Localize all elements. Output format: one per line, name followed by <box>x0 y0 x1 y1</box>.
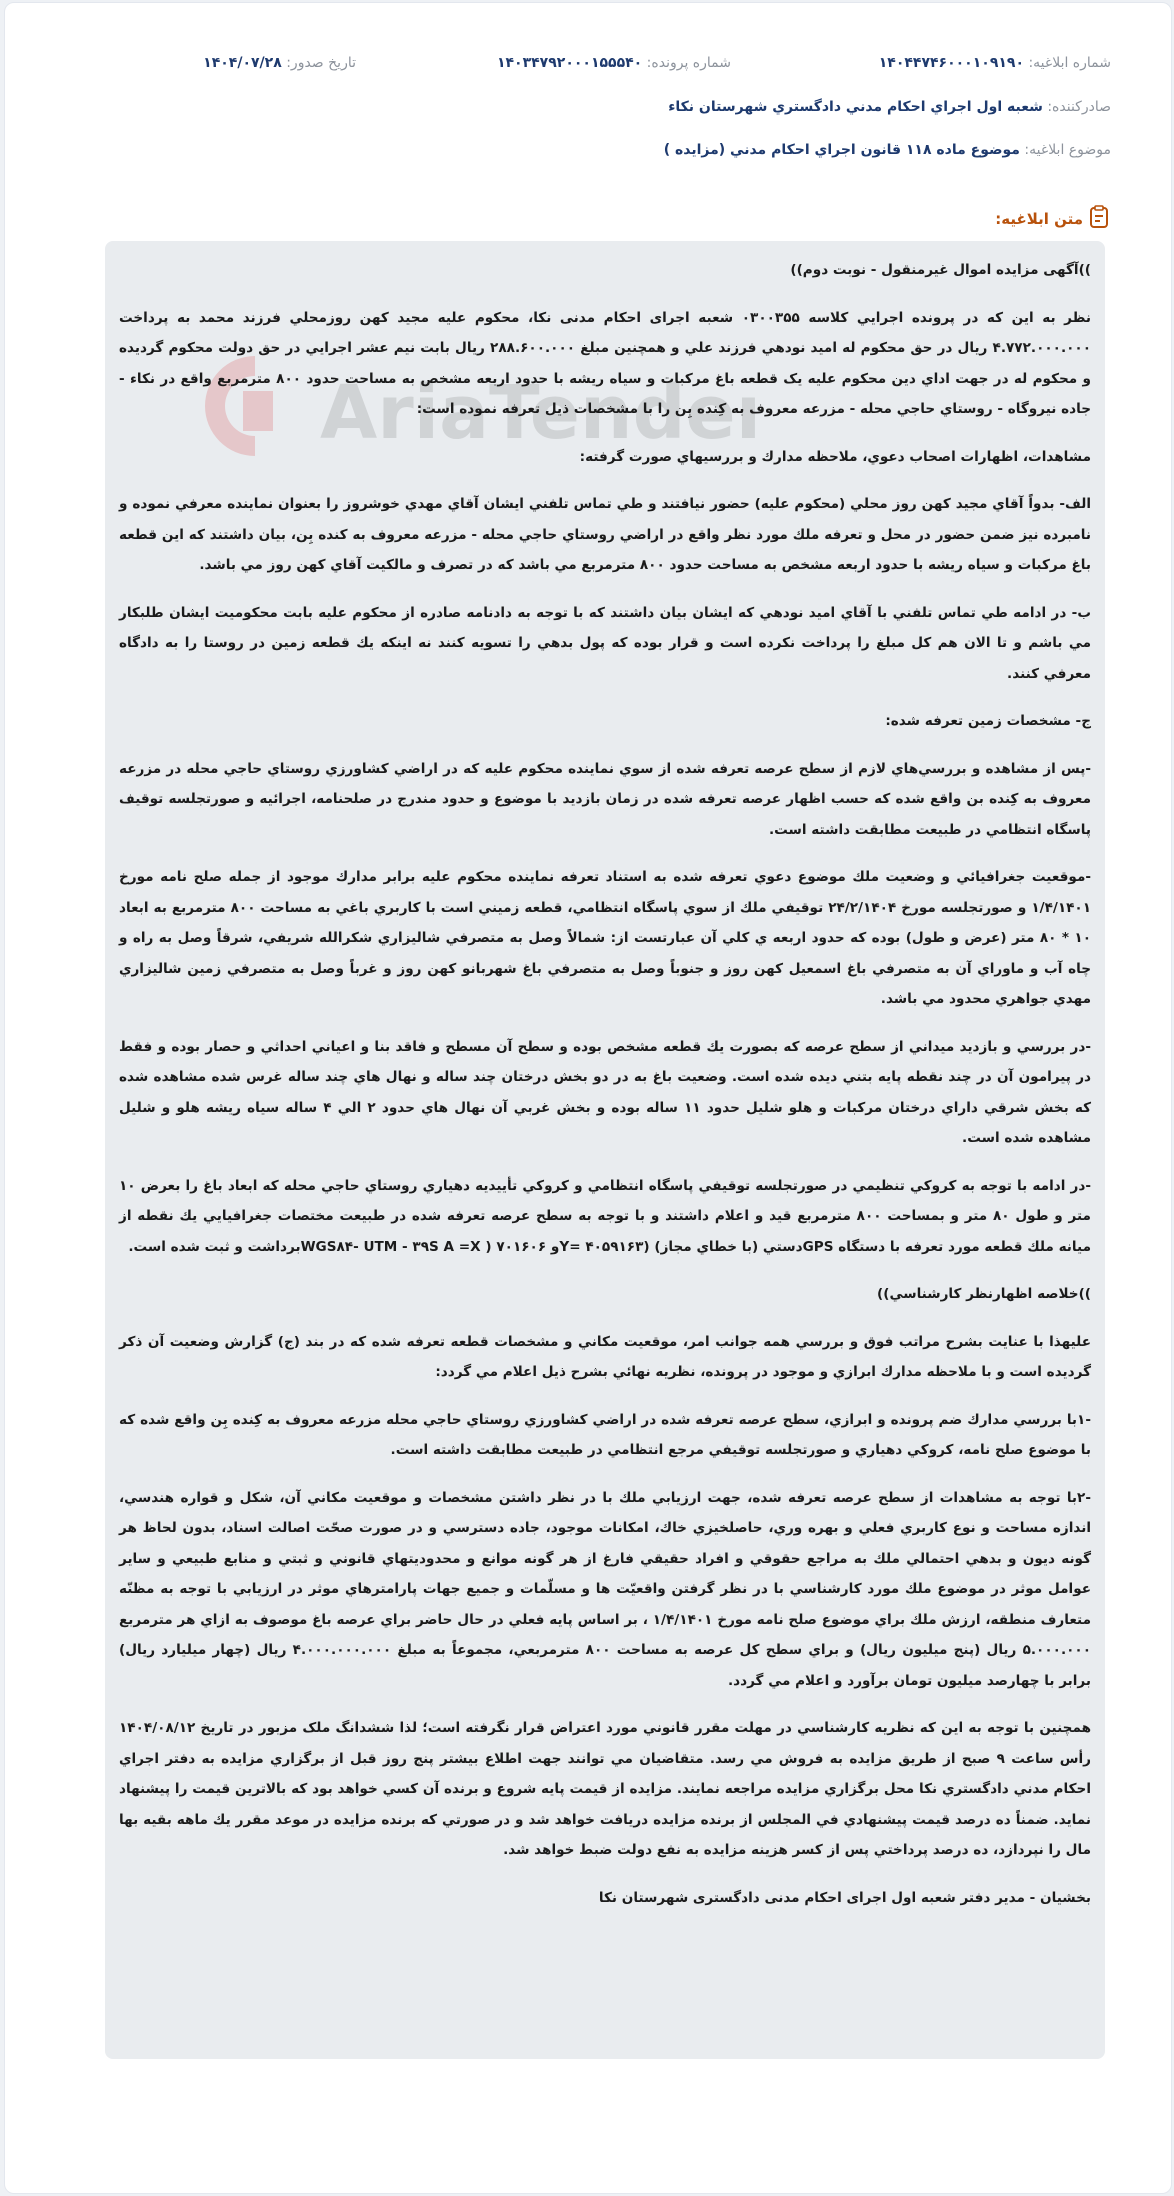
section-title: متن ابلاغیه: <box>995 210 1083 228</box>
notice-paragraph: -در بررسي و بازديد ميداني از سطح عرصه كه بصورت يك قطعه مشخص بوده و سطح آن مسطح و فاقد بنا و اعياني احداثي و حصار بوده و فقط در پيرامون آن در چند نقطه پايه بتني ديده شده است. وضعيت باغ به در دو بخش درختان چند ساله و نهال هاي چند ساله غرس شده مشاهده شده كه بخش شرقي داراي درختان مركبات و هلو شليل حدود ۱۱ ساله بوده و بخش غربي آن نهال هاي حدود ۲ الي ۴ ساله سياه ريشه هلو و شليل مشاهده شده است. <box>119 1038 1092 1146</box>
notice-text <box>119 255 1091 1930</box>
notice-paragraph: ))آگهی مزایده اموال غیرمنقول - نوبت دوم)) <box>790 262 1091 278</box>
subject-value: موضوع ماده ۱۱۸ قانون اجراي احكام مدني (مزايده ) <box>663 142 1020 158</box>
notice-paragraph: -در ادامه با توجه به كروكي تنظيمي در صورتجلسه توقيفي پاسگاه انتظامي و كروكي تأييديه دهياري روستاي حاجي محله كه ابعاد باغ را بعرض ۱۰ متر و طول ۸۰ متر و بمساحت ۸۰۰ مترمربع قيد و اعلام داشتند و با توجه به سطح عرصه تعرفه شده در طبيعت مختصات جغرافيايي يك نقطه از ميانه ملك قطعه مورد تعرفه با دستگاه GPSدستي (با خطاي مجاز) (۴۰۵۹۱۶۳ =Yو ۷۰۱۶۰۶ ( WGS۸۴- UTM - ۳۹S A =Xبرداشت و ثبت شده است. <box>119 1177 1091 1255</box>
issue-date-value: ۱۴۰۴/۰۷/۲۸ <box>203 55 282 71</box>
notice-body <box>105 241 1105 2059</box>
section-header <box>995 205 1109 233</box>
notice-number-label: شماره ابلاغیه: <box>1028 55 1111 71</box>
notice-paragraph: -۱با بررسي مدارك ضم پرونده و ابرازي، سطح عرصه تعرفه شده در اراضي كشاورزي روستاي حاجي محله مزرعه معروف به کِنده بِن واقع شده كه با موضوع صلح نامه، كروكي دهياري و صورتجلسه توقيفي مرجع انتظامي در طبيعت مطابقت داشته است. <box>119 1411 1091 1458</box>
notice-card <box>4 2 1172 2194</box>
notice-paragraph: عليهذا با عنايت بشرح مراتب فوق و بررسي همه جوانب امر، موقعيت مكاني و مشخصات قطعه تعرفه شده كه در بند (ج) گزارش وضعيت آن ذكر گرديده است و با ملاحظه مدارك ابرازي و موجود در پرونده، نظريه نهائي بشرح ذيل اعلام مي گردد: <box>119 1333 1091 1380</box>
notice-paragraph: نظر به اين که در پرونده اجرايي كلاسه ۰۳۰۰۳۵۵ شعبه اجرای احکام مدنی نکا، محكوم عليه مجيد كهن روزمحلي فرزند محمد به پرداخت ۴.۷۷۲.۰۰۰.۰۰۰ ريال در حق محكوم له اميد نودهي فرزند علي و همچنین مبلغ ۲۸۸.۶۰۰.۰۰۰ ريال بابت نيم عشر اجرايي در حق دولت محكوم گرديده و محكوم له در جهت اداي دين محکوم علیه یک قطعه باغ مرکبات و سیاه ریشه با حدود اربعه مشخص به مساحت حدود ۸۰۰ مترمربع واقع در نکاء - جاده نيروگاه - روستاي حاجي محله - مزرعه معروف به کِنده بِن را با مشخصات ذیل تعرفه نموده است: <box>119 309 1092 417</box>
notice-paragraph: -موقعيت جغرافيائي و وضعيت ملك موضوع دعوي تعرفه شده به استناد تعرفه نماينده محكوم عليه برابر مدارك موجود از جمله صلح نامه مورخ ۱/۴/۱۴۰۱ و صورتجلسه مورخ ۲۴/۲/۱۴۰۴ توقيفي ملك از سوي پاسگاه انتظامي، قطعه زميني است با كاربري باغي به مساحت ۸۰۰ مترمربع به ابعاد ۱۰ * ۸۰ متر (عرض و طول) بوده كه حدود اربعه ي كلي آن عبارتست از: شمالاً وصل به متصرفي شاليزاري شكرالله شريفي، شرقاً وصل به راه و چاه آب و ماوراي آن به متصرفي باغ اسمعيل كهن روز و جنوباً وصل به متصرفي باغ شهربانو كهن روز و غرباً وصل به متصرفي زمين شاليزاري مهدي جواهري محدود مي باشد. <box>119 869 1092 1007</box>
notice-paragraph: بخشیان - مدير دفتر شعبه اول اجرای احکام مدنی دادگستری شهرستان نكا <box>598 1889 1091 1906</box>
notice-number-value: ۱۴۰۴۴۷۴۶۰۰۰۱۰۹۱۹۰ <box>878 55 1024 71</box>
notice-paragraph: ب- در ادامه طي تماس تلفني با آقاي اميد نودهي كه ايشان بيان داشتند كه با توجه به دادنامه صادره از محكوم عليه بابت محكوميت ايشان طلبكار مي باشم و تا الان هم كل مبلغ را پرداخت نكرده است و قرار بوده كه پول بدهي را تسويه كنند نه اينكه يك قطعه زمين در روستا را به دادگاه معرفي كنند. <box>119 604 1091 682</box>
case-number-value: ۱۴۰۳۴۷۹۲۰۰۰۱۵۵۵۴۰ <box>496 55 643 71</box>
issue-date-label: تاریخ صدور: <box>286 55 356 71</box>
case-number-label: شماره پرونده: <box>646 55 731 71</box>
subject-label: موضوع ابلاغیه: <box>1024 142 1111 158</box>
notice-paragraph: -۲با توجه به مشاهدات از سطح عرصه تعرفه شده، جهت ارزيابي ملك با در نظر داشتن مشخصات و موقعيت مكاني آن، شكل و قواره هندسي، اندازه مساحت و نوع كاربري فعلي و بهره وري، حاصلخيزي خاك، امكانات موجود، جاده دسترسي و در صورت صحّت اصالت اسناد، بدون لحاظ هر گونه ديون و بدهي احتمالي ملك به مراجع حقوقي و افراد حقيقي فارغ از هر گونه موانع و محدوديتهاي قانوني و ثبتي و منابع طبيعي و ساير عوامل موثر در موضوع ملك مورد كارشناسي با در نظر گرفتن واقعيّت ها و مسلّمات و جميع جهات پارامترهاي موثر در ارزيابي با توجه به مظنّه متعارف منطقه، ارزش ملك براي موضوع صلح نامه مورخ ۱/۴/۱۴۰۱ ، بر اساس پايه فعلي در حال حاضر براي عرصه باغ موصوف به ازاي هر مترمربع ۵.۰۰۰.۰۰۰ ريال (پنج ميليون ريال) و براي سطح كل عرصه به مساحت ۸۰۰ مترمربعي، مجموعاً به مبلغ ۴.۰۰۰.۰۰۰.۰۰۰ ريال (چهار ميليارد ريال) برابر با چهارصد ميليون تومان برآورد و اعلام مي گردد. <box>119 1489 1092 1689</box>
issuer-value: شعبه اول اجراي احكام مدني دادگستري شهرستان نكاء <box>668 99 1043 115</box>
notice-paragraph: -پس از مشاهده و بررسي‌هاي لازم از سطح عرصه تعرفه شده از سوي نماينده محكوم عليه كه در اراضي كشاورزي روستاي حاجي محله در مزرعه معروف به کِنده بن واقع شده كه حسب اظهار عرصه تعرفه شده در زمان بازديد با موضوع و حدود مندرج در صلحنامه، اجرائيه و صورتجلسه توقيف پاسگاه انتظامي در طبيعت مطابقت داشته است. <box>119 760 1091 838</box>
notice-paragraph: الف- بدواً آقاي مجيد كهن روز محلي (محكوم عليه) حضور نيافتند و طي تماس تلفني ايشان آقاي مهدي خوشروز را بعنوان نماينده معرفي نموده و نامبرده نيز ضمن حضور در محل و تعرفه ملك مورد نظر واقع در اراضي روستاي حاجي محله - مزرعه معروف به کنده بِن، بيان داشتند كه اين قطعه باغ مركبات و سياه ريشه با حدود اربعه مشخص به مساحت حدود ۸۰۰ مترمربع مي باشد كه در تصرف و مالكيت آقاي كهن روز مي باشد. <box>119 496 1091 573</box>
document-icon <box>1089 205 1109 233</box>
notice-paragraph: همچنين با توجه به اين كه نظريه كارشناسي در مهلت مقرر قانوني مورد اعتراض قرار نگرفته است؛ لذا ششدانگ ملک مزبور در تاريخ ۱۴۰۴/۰۸/۱۲ رأس ساعت ۹ صبح از طريق مزايده به فروش مي رسد. متقاضيان مي توانند جهت اطلاع بيشتر پنج روز قبل از برگزاري مزايده به دفتر اجراي احكام مدني دادگستري نكا محل برگزاري مزايده مراجعه نمايند. مزايده از قيمت پايه شروع و برنده آن كسي خواهد بود كه بالاترين قيمت را پيشنهاد نمايد. ضمناً ده درصد قيمت پيشنهادي في المجلس از برنده مزايده دريافت خواهد شد و در صورتي كه برنده مزايده در موعد مقرر يك ماهه بقيه بها مال را نپردازد، ده درصد پرداختي پس از كسر هزينه مزايده به نفع دولت ضبط خواهد شد. <box>119 1720 1091 1858</box>
issuer <box>668 99 1111 115</box>
notice-paragraph: ج- مشخصات زمین تعرفه شده: <box>885 713 1091 729</box>
issuer-label: صادرکننده: <box>1047 99 1111 115</box>
notice-number <box>879 55 1111 71</box>
notice-paragraph: ))خلاصه اظهارنظر كارشناسي)) <box>877 1286 1091 1302</box>
issue-date <box>203 55 356 71</box>
notice-paragraph: مشاهدات، اظهارات اصحاب دعوي، ملاحظه مدارك و بررسيهاي صورت گرفته: <box>579 448 1091 465</box>
subject <box>664 142 1111 158</box>
case-number <box>497 55 731 71</box>
svg-text:AriaTender.neT: AriaTender <box>320 370 755 456</box>
